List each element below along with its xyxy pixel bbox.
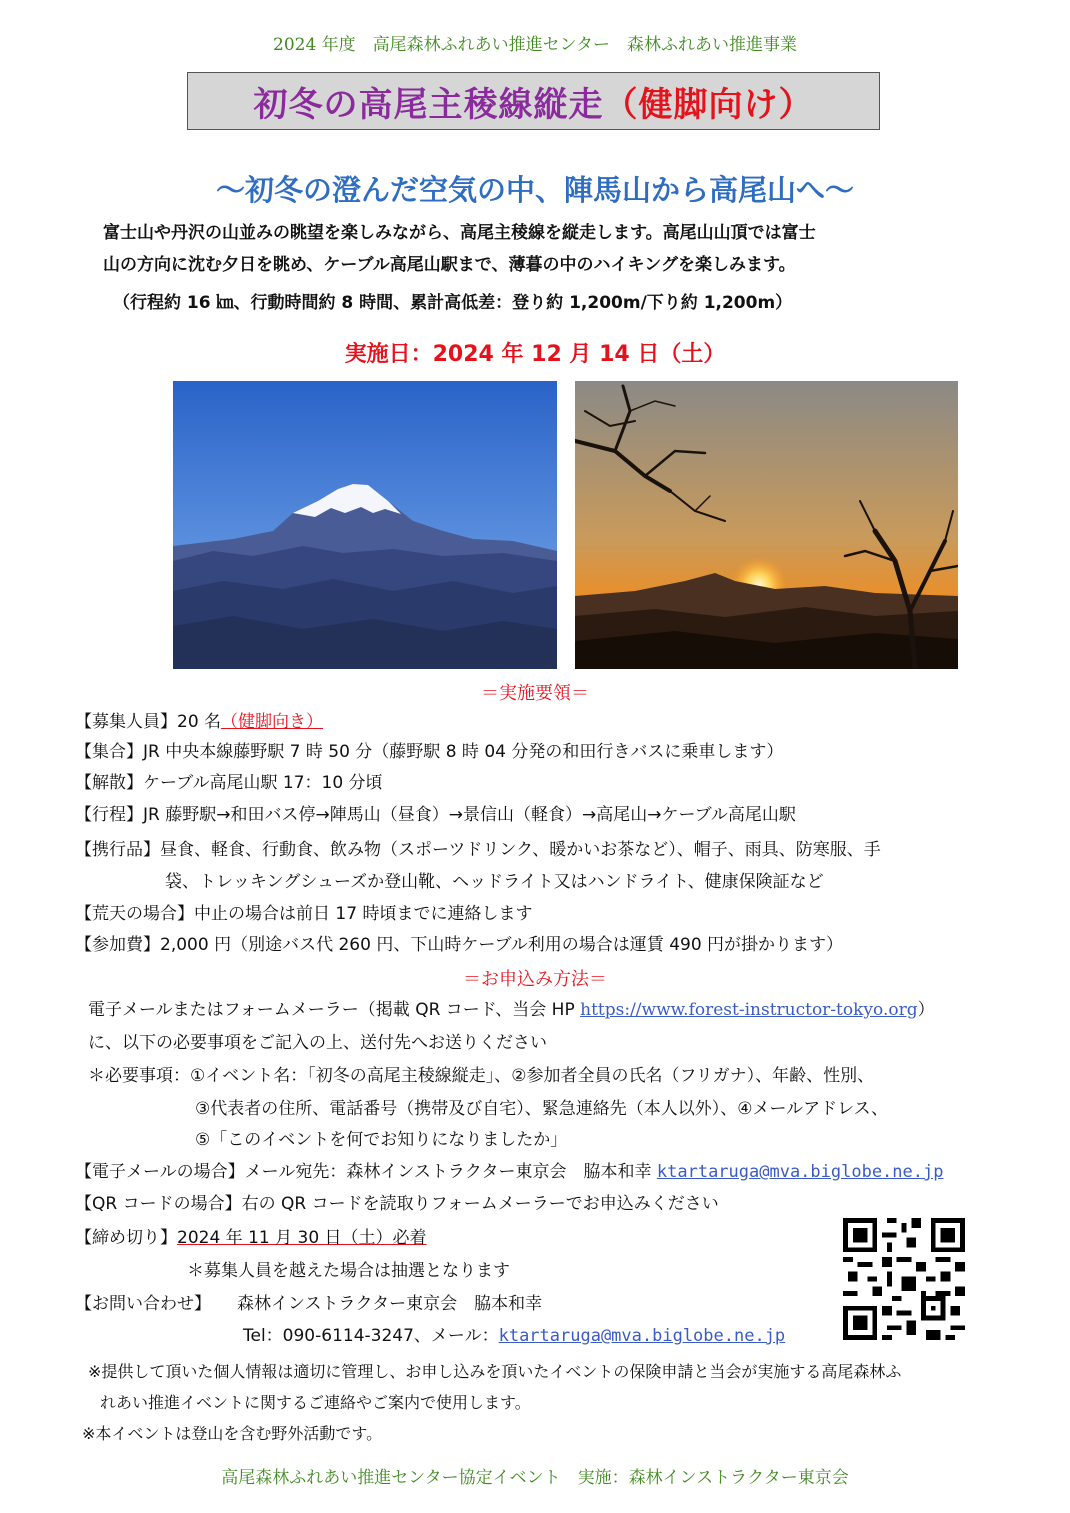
fee-value: 2,000 円（別途バス代 260 円、下山時ケーブル利用の場合は運賃 490 円が掛かります） bbox=[160, 935, 844, 955]
website-link[interactable]: https://www.forest-instructor-tokyo.org bbox=[580, 1000, 918, 1020]
fee-label: 【参加費】 bbox=[75, 935, 160, 955]
dismiss-row bbox=[75, 773, 383, 793]
route-label: 【行程】 bbox=[75, 805, 143, 825]
email-link[interactable]: ktartaruga@mva.biglobe.ne.jp bbox=[656, 1162, 944, 1182]
deadline-row bbox=[75, 1228, 427, 1248]
description-line-2: 山の方向に沈む夕日を眺め、ケーブル高尾山駅まで、薄暮の中のハイキングを楽しみます。 bbox=[103, 255, 796, 275]
event-title: 初冬の高尾主稜線縦走 bbox=[253, 84, 604, 125]
tel-row bbox=[243, 1326, 785, 1346]
title-box bbox=[187, 72, 880, 130]
subtitle: ～初冬の澄んだ空気の中、陣馬山から高尾山へ～ bbox=[215, 173, 854, 207]
deadline-value: 2024 年 11 月 30 日（土）必着 bbox=[177, 1228, 427, 1248]
dismiss-label: 【解散】 bbox=[75, 773, 143, 793]
qr-code[interactable] bbox=[843, 1218, 965, 1340]
requirements-line-3: ⑤「このイベントを何でお知りになりましたか」 bbox=[195, 1130, 568, 1150]
items-row bbox=[75, 840, 881, 860]
route-value: JR 藤野駅→和田バス停→陣馬山（昼食）→景信山（軽食）→高尾山→ケーブル高尾山駅 bbox=[143, 805, 796, 825]
details-heading: ＝実施要領＝ bbox=[481, 683, 589, 704]
recruit-row bbox=[75, 712, 323, 732]
email-text: メール宛先：森林インストラクター東京会 脇本和幸 bbox=[244, 1162, 657, 1182]
description-line-1: 富士山や丹沢の山並みの眺望を楽しみながら、高尾主稜線を縦走します。高尾山山頂では富士 bbox=[103, 223, 816, 243]
requirements-line-2: ③代表者の住所、電話番号（携帯及び自宅）、緊急連絡先（本人以外）、④メールアドレス、 bbox=[195, 1099, 889, 1119]
route-row bbox=[75, 805, 796, 825]
email-row bbox=[75, 1162, 943, 1182]
recruit-value: 20 名 bbox=[177, 712, 222, 732]
apply-line-1-text: 電子メールまたはフォームメーラー（掲載 QR コード、当会 HP bbox=[88, 1000, 581, 1020]
outdoor-note: ※本イベントは登山を含む野外活動です。 bbox=[82, 1424, 383, 1443]
contact-email-link[interactable]: ktartaruga@mva.biglobe.ne.jp bbox=[498, 1326, 786, 1346]
sunset-photo bbox=[575, 381, 958, 669]
items-value-2: 袋、トレッキングシューズか登山靴、ヘッドライト又はハンドライト、健康保険証など bbox=[165, 872, 824, 892]
tel-text: Tel：090-6114-3247、メール： bbox=[243, 1326, 499, 1346]
apply-heading: ＝お申込み方法＝ bbox=[463, 969, 607, 990]
lottery-note: ＊募集人員を越えた場合は抽選となります bbox=[187, 1261, 510, 1281]
apply-line-1 bbox=[88, 1000, 935, 1020]
meet-label: 【集合】 bbox=[75, 742, 143, 762]
meet-row bbox=[75, 742, 783, 762]
weather-value: 中止の場合は前日 17 時頃までに連絡します bbox=[194, 904, 533, 924]
qr-row bbox=[75, 1194, 719, 1214]
recruit-label: 【募集人員】 bbox=[75, 712, 177, 732]
description-line-3: （行程約 16 ㎞、行動時間約 8 時間、累計高低差：登り約 1,200m/下り約 1,200m） bbox=[113, 293, 793, 313]
privacy-note-1: ※提供して頂いた個人情報は適切に管理し、お申し込みを頂いたイベントの保険申請と当会が実施する高尾森林ふ bbox=[88, 1362, 902, 1381]
qr-label: 【QR コードの場合】 bbox=[75, 1194, 242, 1214]
contact-value: 森林インストラクター東京会 脇本和幸 bbox=[237, 1294, 543, 1314]
weather-row bbox=[75, 904, 532, 924]
meet-value: JR 中央本線藤野駅 7 時 50 分（藤野駅 8 時 04 分発の和田行きバスに乗車します） bbox=[143, 742, 784, 762]
weather-label: 【荒天の場合】 bbox=[75, 904, 194, 924]
contact-row bbox=[75, 1294, 542, 1314]
requirements-line-1: ＊必要事項：①イベント名：「初冬の高尾主稜線縦走」、②参加者全員の氏名（フリガナ）、年齢、性別、 bbox=[88, 1066, 875, 1086]
recruit-note: （健脚向き） bbox=[221, 712, 324, 732]
apply-line-2: に、以下の必要事項をご記入の上、送付先へお送りください bbox=[88, 1033, 547, 1053]
items-value-1: 昼食、軽食、行動食、飲み物（スポーツドリンク、暖かいお茶など）、帽子、雨具、防寒服、手 bbox=[160, 840, 881, 860]
footer: 高尾森林ふれあい推進センター協定イベント 実施：森林インストラクター東京会 bbox=[221, 1468, 849, 1488]
privacy-note-2: れあい推進イベントに関するご連絡やご案内で使用します。 bbox=[100, 1393, 531, 1412]
contact-label: 【お問い合わせ】 bbox=[75, 1294, 211, 1314]
qr-text: 右の QR コードを読取りフォームメーラーでお申込みください bbox=[241, 1194, 719, 1214]
items-label: 【携行品】 bbox=[75, 840, 160, 860]
apply-line-1-end: ） bbox=[917, 1000, 935, 1020]
event-date: 実施日：2024 年 12 月 14 日（土） bbox=[344, 342, 726, 367]
header-line: 2024 年度 高尾森林ふれあい推進センター 森林ふれあい推進事業 bbox=[273, 35, 797, 55]
event-title-tag: （健脚向け） bbox=[603, 84, 814, 125]
mount-fuji-photo bbox=[173, 381, 557, 669]
dismiss-value: ケーブル高尾山駅 17：10 分頃 bbox=[143, 773, 383, 793]
email-label: 【電子メールの場合】 bbox=[75, 1162, 245, 1182]
deadline-label: 【締め切り】 bbox=[75, 1228, 177, 1248]
fee-row bbox=[75, 935, 843, 955]
